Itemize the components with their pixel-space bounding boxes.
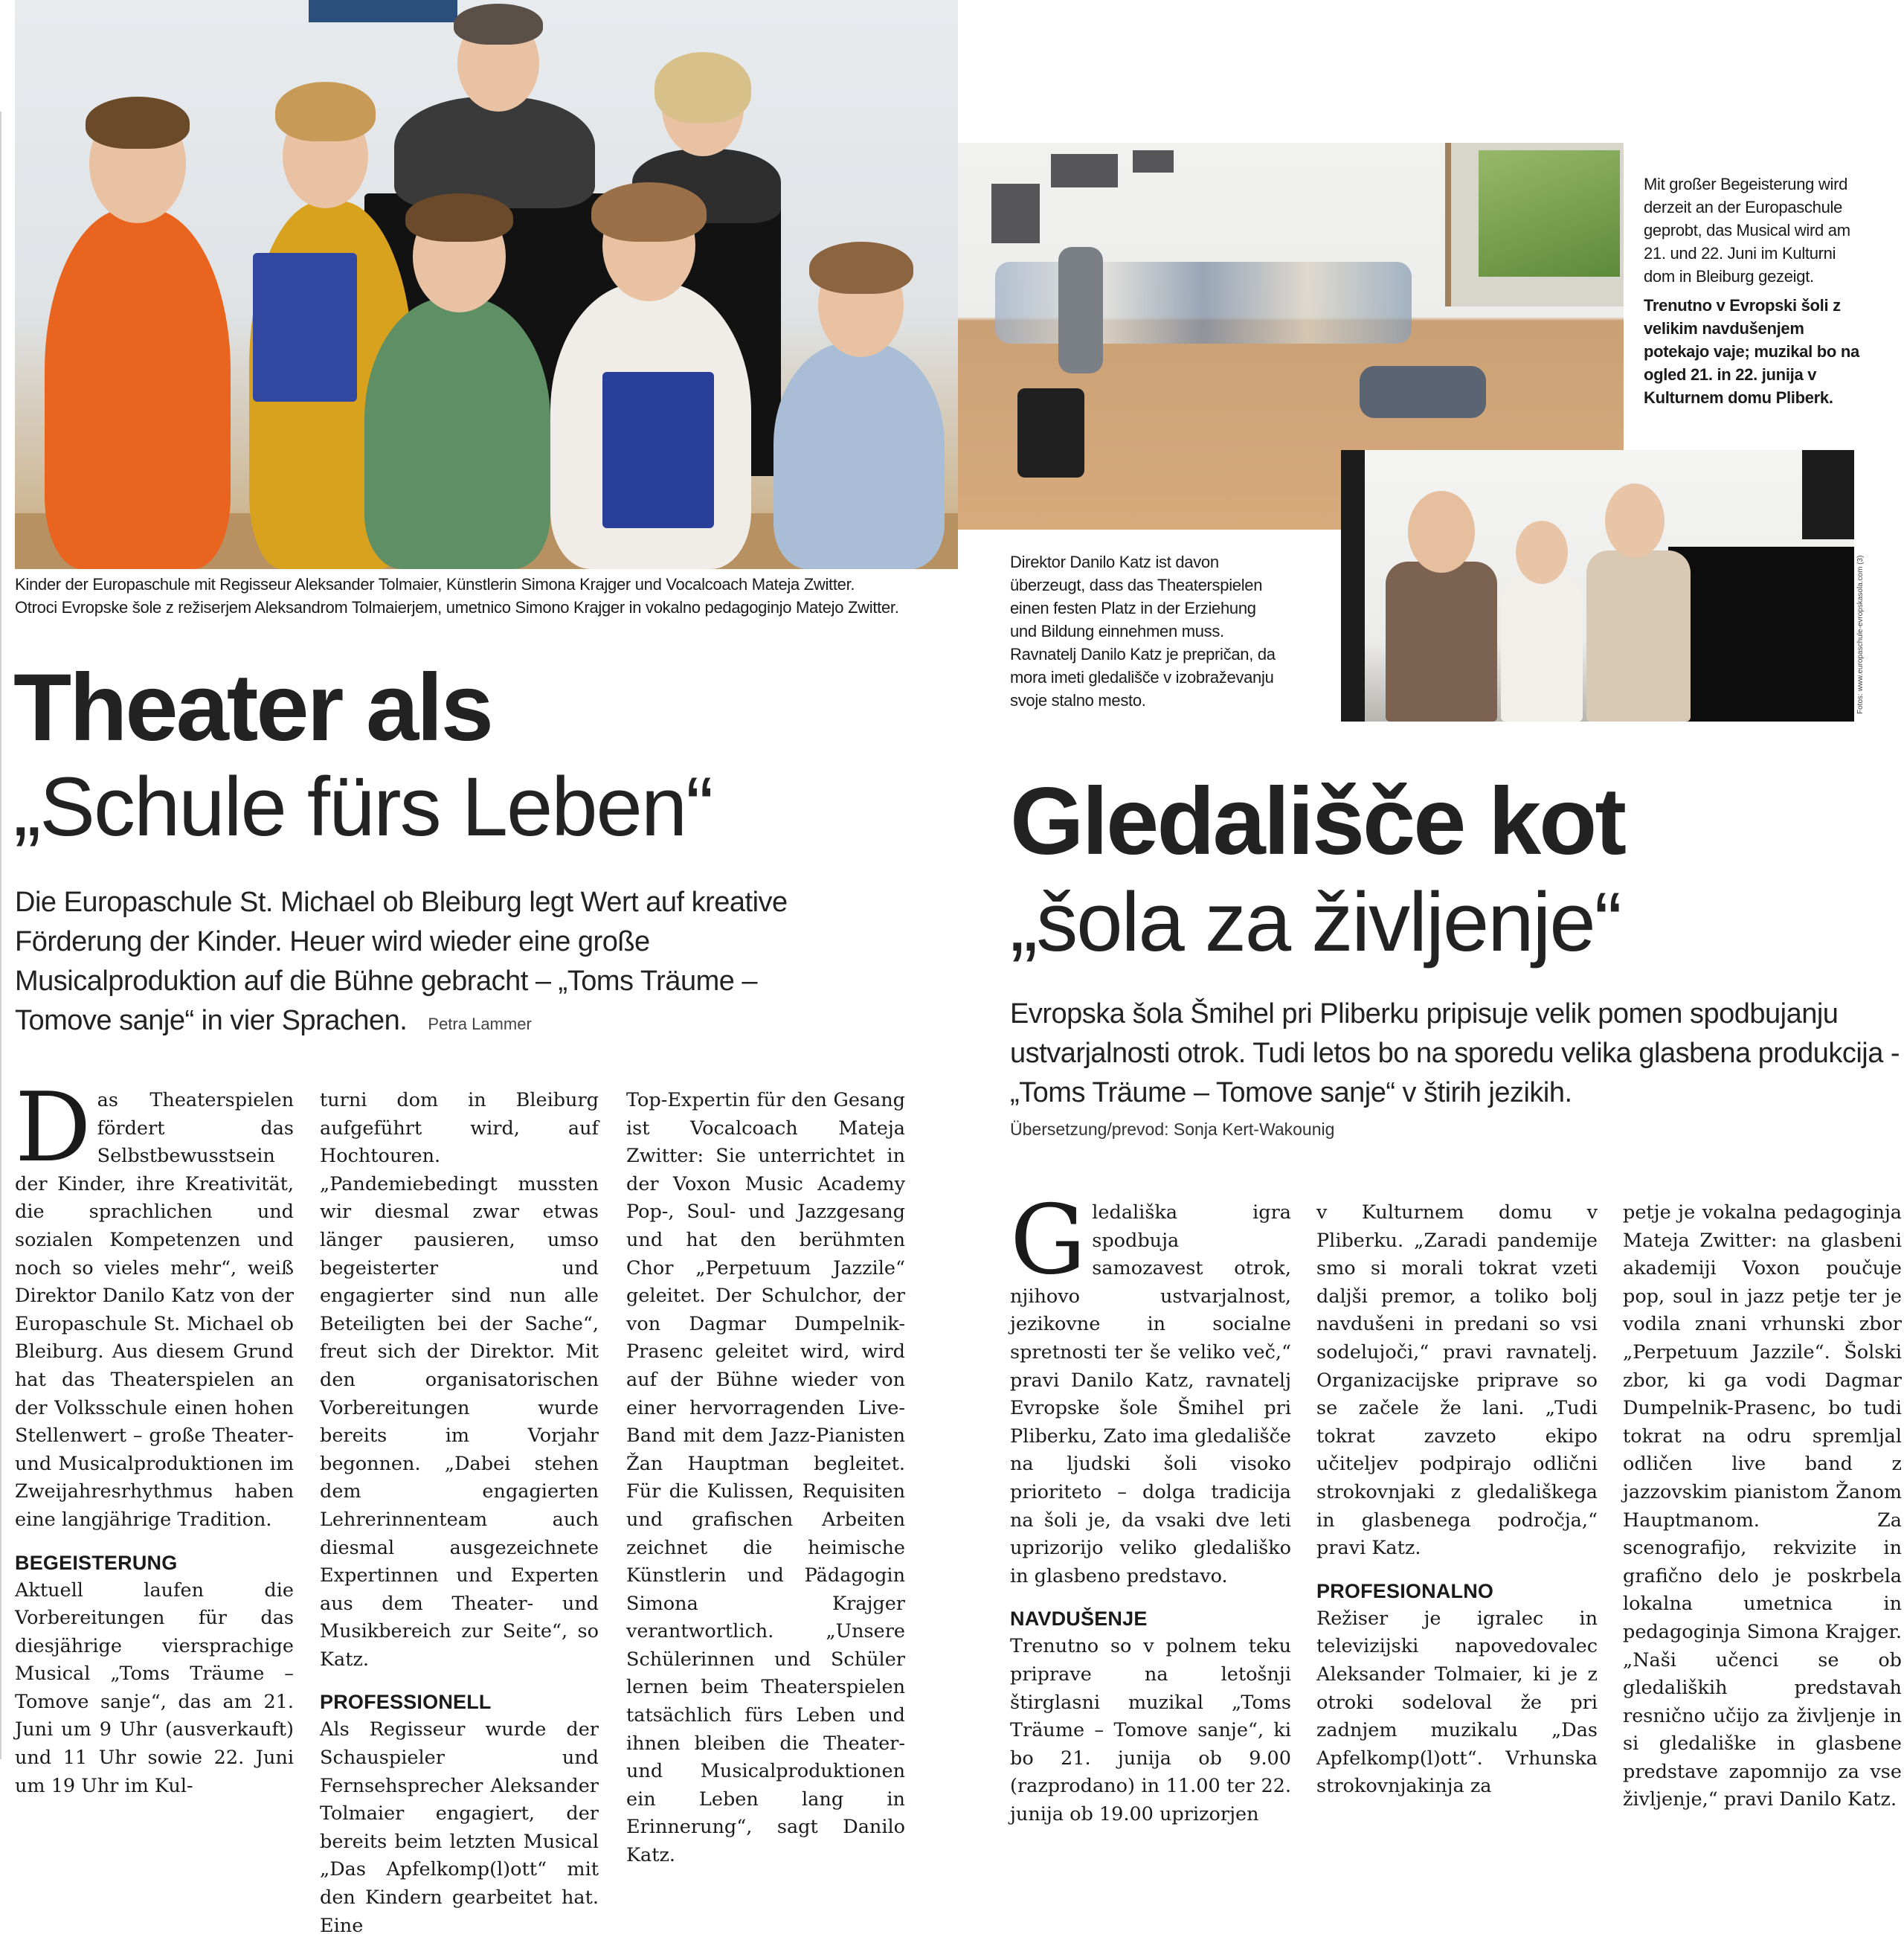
slovene-paragraph: petje je vokalna pedagoginja Mateja Zwitter: na glasbeni akademiji Voxon poučuje pop, soul in jazz petje ter je vodila znani vrhunski zbor „Perpetuum Jazzile“. Šolski zbor, ki ga vodi Dagmar Dumpelnik-Prasenc, bo tudi tokrat na odru spremljal odličen live band z jazzovskim pianistom Žanom Hauptmanom. Za scenografijo, rekvizite in grafično delo je poskrbela lokalna umetnica in pedagoginja Simona Krajger. „Naši učenci se ob gledaliških predstavah resnično učijo za življenje in si gledališke in glasbene predstave zapomnijo za vse življenje,“ pravi Danilo Katz. (1623, 1201, 1902, 1811)
group-photo (15, 0, 958, 569)
photo-wall-art (1051, 154, 1118, 187)
photo-credit: Fotos: www.europaschule-evropskasola.com (3) (1856, 555, 1865, 714)
rehearsal-photo-caption (1644, 173, 1867, 409)
photo-children-group (995, 262, 1412, 344)
caption-slovene: Ravnatelj Danilo Katz je prepričan, da mora imeti gledališče v izobraževanju svoje stalno mesto. (1010, 645, 1276, 710)
photo-person (809, 242, 913, 294)
slovene-paragraph: ledališka igra spodbuja samozavest otrok, njihovo ustvarjalnost, jezikovne in socialne spretnosti ter še veliko več,“ pravi Danilo Katz, ravnatelj Evropske šole Šmihel pri Pliberku, Zato ima gledališče na ljudski šoli visoko prioriteto – dolga tradicija na šoli je, da vsaki dve leti uprizorijo veliko gledališko in glasbeno predstavo. (1010, 1201, 1291, 1587)
slovene-paragraph: Trenutno so v polnem teku priprave na letošnji štirglasni muzikal „Toms Träume – Tomove sanje“, ki bo 21. junija ob 9.00 (razprodano) in 11.00 ter 22. junija ob 19.00 uprizorjen (1010, 1635, 1291, 1825)
photo-person (275, 82, 376, 141)
german-column-2 (320, 1087, 599, 1940)
group-photo-caption (15, 573, 958, 619)
german-paragraph: as Theaterspielen fördert das Selbstbewusstsein der Kinder, ihre Kreativität, die sprachlichen und sozialen Kompetenzen und noch so vieles mehr“, weiß Direktor Danilo Katz von der Europaschule St. Michael ob Bleiburg. Aus diesem Grund hat das Theaterspielen an der Volksschule einen hohen Stellenwert – große Theater- und Musicalproduktionen im Zweijahresrhythmus haben eine langjährige Tradition. (15, 1089, 294, 1531)
slovene-column-3 (1623, 1199, 1902, 1814)
german-subhead: BEGEISTERUNG (15, 1551, 178, 1574)
slovene-dropcap: G (1010, 1185, 1087, 1296)
piano-photo (1341, 450, 1854, 722)
photo-person (45, 208, 231, 569)
german-dropcap: D (15, 1073, 91, 1183)
slovene-column-2 (1316, 1199, 1598, 1801)
slovene-paragraph: v Kulturnem domu v Pliberku. „Zaradi pandemije smo si morali tokrat vzeti daljši premor, a toliko bolj navdušeni in predani so vsi sodelujoči,“ pravi ravnatelj. Organizacijske priprave so se začele že lani. „Tudi tokrat zavzeto ekipo učiteljev podpirajo odlični strokovnjaki z gledališkega in glasbenega področja,“ pravi Katz. (1316, 1201, 1598, 1560)
caption-slovene: Trenutno v Evropski šoli z velikim navdušenjem potekajo vaje; muzikal bo na ogled 21. in 22. junija v Kulturnem domu Pliberk. (1644, 296, 1859, 407)
slovene-lead: Evropska šola Šmihel pri Pliberku pripisuje velik pomen spodbujanju ustvarjalnosti otrok. Tudi letos bo na sporedu velika glasbena produkcija - „Toms Träume – Tomove sanje“ v štirih jezikih. (1010, 998, 1900, 1108)
photo-person (654, 52, 751, 123)
slovene-subhead: PROFESIONALNO (1316, 1579, 1494, 1602)
photo-wall-art (991, 184, 1040, 243)
caption-german: Mit großer Begeisterung wird derzeit an der Europaschule geprobt, das Musical wird am 21. und 22. Juni im Kulturni dom in Bleiburg gezeigt. (1644, 175, 1850, 286)
photo-person (86, 97, 190, 149)
german-lead-text: Die Europaschule St. Michael ob Bleiburg legt Wert auf kreative Förderung der Kinder. Heuer wird wieder eine große Musicalproduktion auf die Bühne gebracht – „Toms Träume – Tomove sanje“ in vier Sprachen. (15, 887, 788, 1036)
photo-poster (602, 372, 714, 528)
photo-person (1408, 491, 1475, 573)
slovene-paragraph: Režiser je igralec in televizijski napovedovalec Aleksander Tolmaier, ki je z otroki sodeloval že pri zadnjem muzikalu „Das Apfelkomp(l)ott“. Vrhunska strokovnjakinja za (1316, 1607, 1598, 1798)
photo-garden-detail (1479, 150, 1620, 277)
caption-slovene: Otroci Evropske šole z režiserjem Aleksandrom Tolmaierjem, umetnico Simono Krajger in vokalno pedagoginjo Matejo Zwitter. (15, 598, 899, 617)
photo-piano-detail (1668, 547, 1854, 722)
german-headline-quote: „Schule fürs Leben“ (13, 760, 713, 853)
slovene-headline-quote: „šola za življenje“ (1010, 876, 1621, 969)
slovene-column-1 (1010, 1185, 1291, 1828)
german-paragraph: Aktuell laufen die Vorbereitungen für das diesjährige viersprachige Musical „Toms Träume – Tomove sanje“, das am 21. Juni um 9 Uhr (ausverkauft) und 11 Uhr sowie 22. Juni um 19 Uhr im Kul- (15, 1578, 294, 1797)
slovene-subhead: NAVDUŠENJE (1010, 1607, 1148, 1631)
photo-window-detail (309, 0, 457, 22)
photo-children-floor (1360, 366, 1486, 418)
german-lead (15, 883, 855, 1044)
slovene-headline: Gledališče kot (1010, 768, 1624, 875)
photo-speaker (1341, 450, 1365, 722)
german-column-3 (626, 1087, 905, 1870)
photo-person (774, 342, 945, 569)
german-paragraph: Als Regisseur wurde der Schauspieler und Fernsehsprecher Aleksander Tolmaier engagiert, der bereits beim letzten Musical „Das Apfelkomp(l)ott“ mit den Kindern gearbeitet hat. Eine (320, 1718, 599, 1937)
caption-german: Kinder der Europaschule mit Regisseur Aleksander Tolmaier, Künstlerin Simona Krajger und Vocalcoach Mateja Zwitter. (15, 575, 855, 594)
photo-person (1605, 484, 1665, 558)
photo-person (364, 298, 550, 569)
photo-wall-art (1133, 150, 1174, 173)
photo-person (405, 193, 513, 242)
photo-person (1386, 562, 1497, 722)
photo-chair-coat (1017, 388, 1084, 478)
caption-german: Direktor Danilo Katz ist davon überzeugt, dass das Theaterspielen einen festen Platz in der Erziehung und Bildung einnehmen muss. (1010, 553, 1263, 640)
slovene-translator: Übersetzung/prevod: Sonja Kert-Wakounig (1010, 1120, 1335, 1139)
photo-person (591, 182, 707, 242)
photo-speaker (1802, 450, 1854, 539)
photo-person (1516, 521, 1568, 584)
photo-person (1501, 576, 1583, 722)
german-author: Petra Lammer (428, 1015, 532, 1033)
photo-person (454, 4, 543, 45)
german-subhead: PROFESSIONELL (320, 1691, 492, 1714)
director-caption (1010, 550, 1278, 712)
photo-person (394, 97, 595, 208)
german-paragraph: Top-Expertin für den Gesang ist Vocalcoach Mateja Zwitter: Sie unterrichtet in der Voxon Music Academy Pop-, Soul- und Jazzgesang und hat den berühmten Chor „Perpetuum Jazzile“ geleitet. Der Schulchor, der von Dagmar Dumpelnik-Prasenc geleitet wird, wird auf der Bühne wieder von einer hervorragenden Live-Band mit dem Jazz-Pianisten Žan Hauptman begleitet. Für die Kulissen, Requisiten und grafischen Arbeiten zeichnet die heimische Künstlerin und Pädagogin Simona Krajger verantwortlich. „Unsere Schülerinnen und Schüler lernen beim Theaterspielen tatsächlich fürs Leben und ihnen bleiben die Theater- und Musicalproduktionen ein Leben lang in Erinnerung“, sagt Danilo Katz. (626, 1089, 905, 1867)
photo-person (1058, 247, 1103, 373)
page-edge-rule (0, 112, 1, 1759)
photo-poster (253, 253, 357, 402)
german-paragraph: turni dom in Bleiburg aufgeführt wird, auf Hochtouren. „Pandemiebedingt mussten wir diesmal zwar etwas länger pausieren, umso begeisterter und engagierter sind nun alle Beteiligten bei der Sache“, freut sich der Direktor. Mit den organisatorischen Vorbereitungen wurde bereits im Vorjahr begonnen. „Dabei stehen dem engagierten Lehrerinnenteam auch diesmal ausgezeichnete Expertinnen und Experten aus dem Theater- und Musikbereich zur Seite“, so Katz. (320, 1089, 599, 1671)
photo-person (1586, 550, 1691, 722)
german-headline: Theater als (13, 655, 492, 761)
german-column-1 (15, 1073, 294, 1800)
